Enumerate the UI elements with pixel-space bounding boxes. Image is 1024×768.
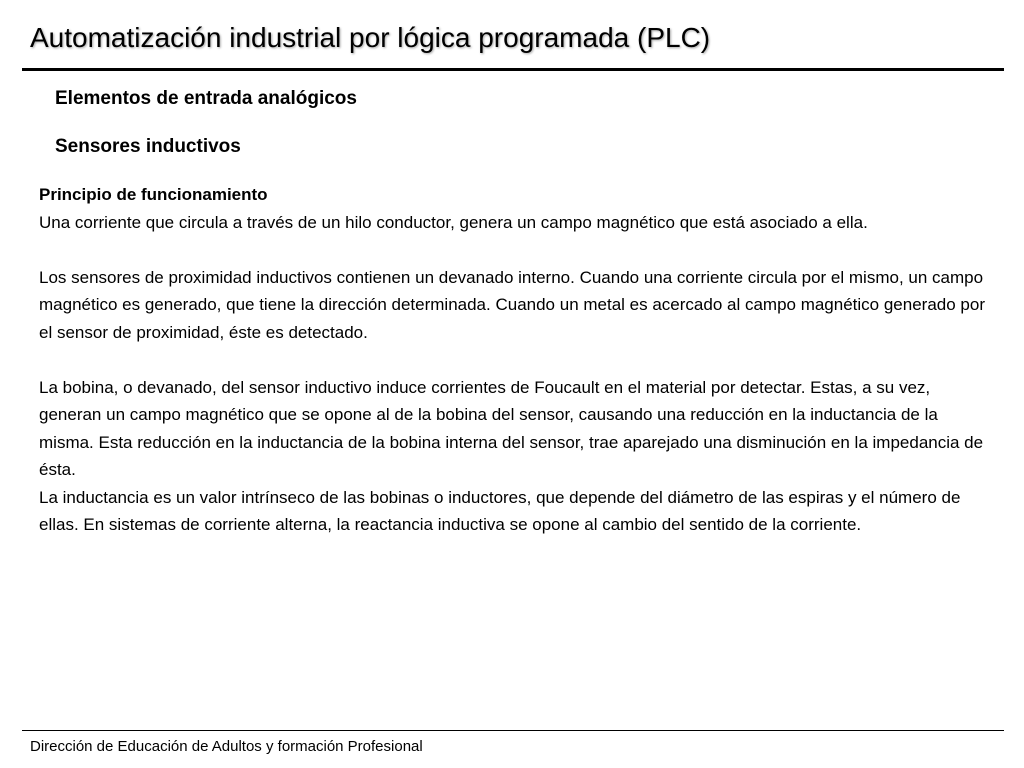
- body-text: [39, 181, 989, 539]
- footer-text: Dirección de Educación de Adultos y formación Profesional: [30, 738, 423, 755]
- paragraph-gap: [39, 346, 989, 374]
- footer-divider: [22, 730, 1004, 731]
- title-divider: [22, 68, 1004, 71]
- paragraph-3: La bobina, o devanado, del sensor inductivo induce corrientes de Foucault en el material por detectar. Estas, a su vez, generan un campo magnético que se opone al de la bobina del sensor, causando una reducción en la inductancia de la misma. Esta reducción en la inductancia de la bobina interna del sensor, trae aparejado una disminución en la impedancia de ésta.: [39, 377, 984, 479]
- section-heading: Principio de funcionamiento: [39, 185, 268, 204]
- subtitle-inductive-sensors: Sensores inductivos: [55, 136, 241, 157]
- paragraph-2: Los sensores de proximidad inductivos contienen un devanado interno. Cuando una corriente circula por el mismo, un campo magnético es generado, que tiene la dirección determinada. Cuando un metal es acercado al campo magnético generado por el sensor de proximidad, éste es detectado.: [39, 267, 985, 342]
- paragraph-gap: [39, 236, 989, 264]
- subtitle-analog-inputs: Elementos de entrada analógicos: [55, 88, 357, 109]
- paragraph-4: La inductancia es un valor intrínseco de las bobinas o inductores, que depende del diámetro de las espiras y el número de ellas. En sistemas de corriente alterna, la reactancia inductiva se opone al cambio del sentido de la corriente.: [39, 487, 961, 534]
- slide-title: Automatización industrial por lógica programada (PLC): [30, 22, 711, 53]
- paragraph-1: Una corriente que circula a través de un hilo conductor, genera un campo magnético que está asociado a ella.: [39, 212, 868, 232]
